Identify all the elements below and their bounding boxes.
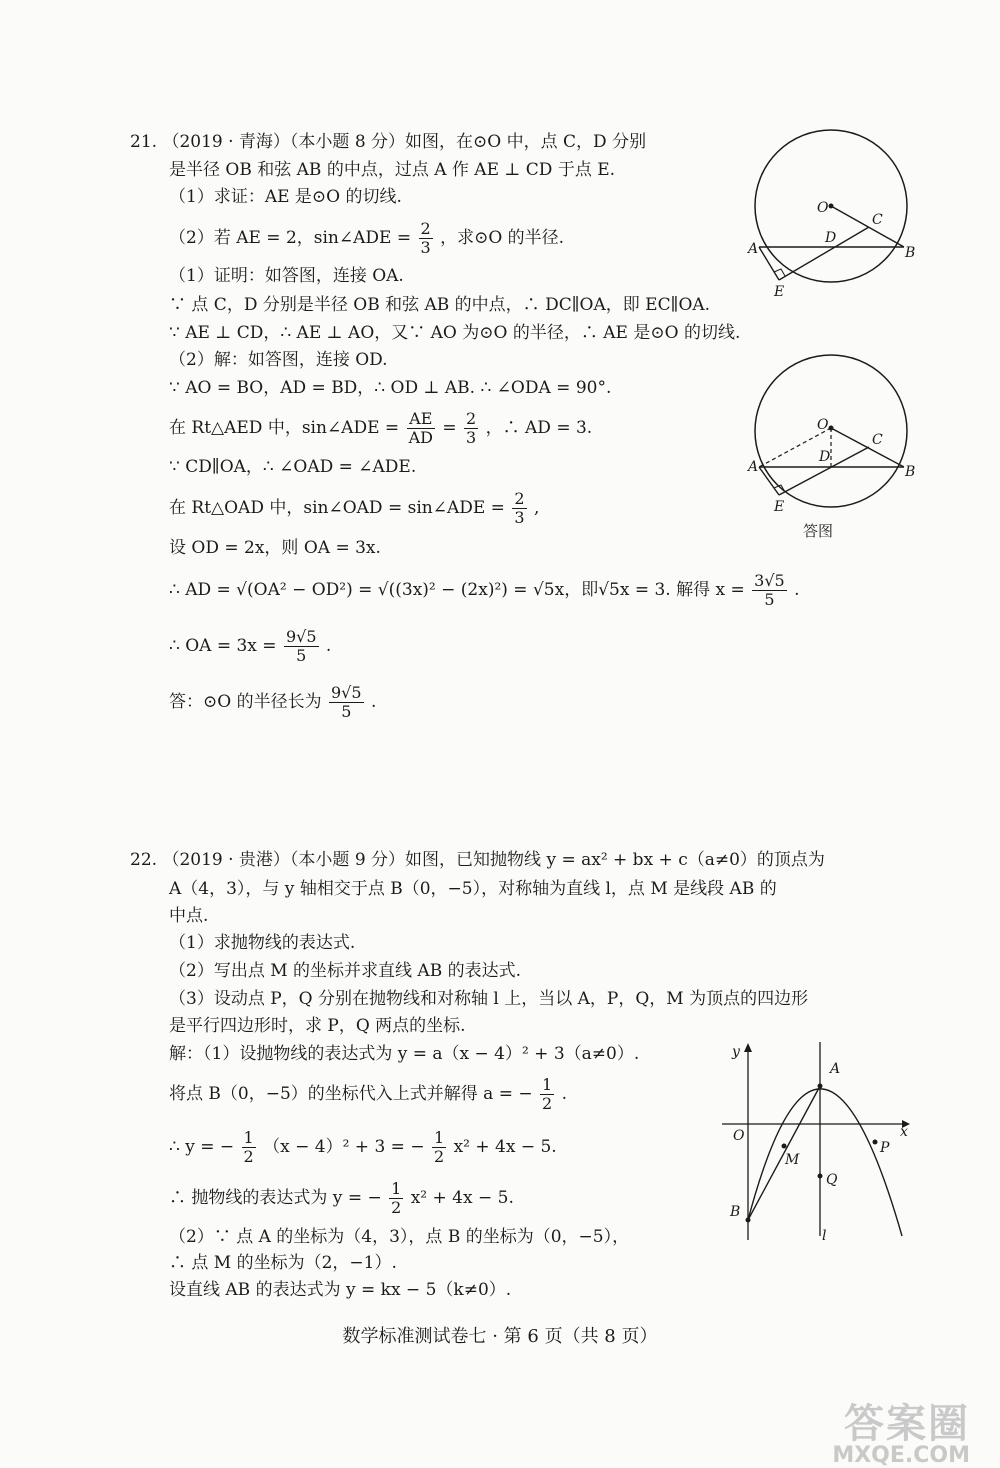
numerator: 1 bbox=[391, 1179, 402, 1198]
denominator: 2 bbox=[433, 1147, 445, 1166]
watermark-logo bbox=[832, 1392, 970, 1468]
label-x: x bbox=[900, 1124, 908, 1140]
text: 答：⊙O 的半径长为 bbox=[169, 692, 322, 712]
denominator: 2 bbox=[391, 1198, 402, 1217]
text: ，∴ AD = 3. bbox=[485, 418, 593, 438]
radius-ob bbox=[831, 206, 904, 247]
q21-solution-7: ∵ CD∥OA，∴ ∠OAD = ∠ADE. bbox=[169, 457, 417, 477]
numerator: 1 bbox=[243, 1128, 254, 1147]
denominator: 5 bbox=[296, 646, 307, 665]
point-p bbox=[873, 1140, 878, 1145]
q21-solution-10 bbox=[169, 572, 800, 609]
numerator: 1 bbox=[433, 1128, 445, 1147]
numerator: 1 bbox=[542, 1075, 553, 1094]
q21-line-2: 是半径 OB 和弦 AB 的中点，过点 A 作 AE ⊥ CD 于点 E. bbox=[169, 160, 616, 180]
label-b: B bbox=[730, 1204, 741, 1220]
label-a: A bbox=[748, 241, 759, 257]
label-c: C bbox=[872, 212, 883, 228]
text: . bbox=[325, 636, 332, 656]
line-ae bbox=[759, 247, 779, 280]
label-o: O bbox=[817, 200, 829, 216]
q21-solution-11 bbox=[169, 628, 331, 665]
q22-solution-5: （2）∵ 点 A 的坐标为（4，3），点 B 的坐标为（0，−5）， bbox=[169, 1227, 630, 1247]
label-q: Q bbox=[826, 1172, 838, 1188]
q22-line-1: 22. （2019 · 贵港）（本小题 9 分）如图，已知抛物线 y = ax² + bx + c（a≠0）的顶点为 bbox=[130, 850, 825, 870]
q22-solution-1: 解：（1）设抛物线的表达式为 y = a（x − 4）² + 3（a≠0）. bbox=[169, 1044, 640, 1064]
q21-solution-9: 设 OD = 2x，则 OA = 3x. bbox=[169, 538, 381, 558]
q22-part2: （2）写出点 M 的坐标并求直线 AB 的表达式. bbox=[169, 961, 522, 981]
text: . bbox=[794, 580, 800, 600]
fraction bbox=[752, 572, 787, 609]
q22-solution-3 bbox=[169, 1129, 557, 1166]
label-m: M bbox=[785, 1152, 800, 1168]
q22-solution-4 bbox=[169, 1180, 514, 1217]
numerator: 9√5 bbox=[285, 627, 317, 646]
text: x² + 4x − 5. bbox=[453, 1137, 557, 1157]
denominator: AD bbox=[408, 428, 433, 447]
watermark-url: MXQE.COM bbox=[832, 1443, 970, 1468]
q21-solution-3: ∵ AE ⊥ CD，∴ AE ⊥ AO，又∵ AO 为⊙O 的半径，∴ AE 是⊙O 的切线. bbox=[169, 323, 741, 343]
label-o: O bbox=[817, 417, 829, 433]
text: ∴ AD = √(OA² − OD²) = √((3x)² − (2x)²) = √5x，即√5x = 3. 解得 x = bbox=[169, 580, 745, 600]
text: 在 Rt△AED 中，sin∠ADE = bbox=[169, 418, 400, 438]
text: （x − 4）² + 3 = − bbox=[263, 1137, 425, 1157]
center-dot bbox=[829, 204, 834, 209]
fraction bbox=[389, 1180, 403, 1217]
q22-line-2: A（4，3），与 y 轴相交于点 B（0，−5），对称轴为直线 l，点 M 是线段 AB 的 bbox=[169, 879, 777, 899]
q22-part3-line-1: （3）设动点 P，Q 分别在抛物线和对称轴 l 上，当以 A，P，Q，M 为顶点的四边形 bbox=[169, 989, 809, 1009]
denominator: 3 bbox=[466, 428, 477, 447]
fraction bbox=[407, 410, 435, 447]
line-ae bbox=[759, 467, 779, 495]
page-footer: 数学标准测试卷七 · 第 6 页（共 8 页） bbox=[342, 1326, 658, 1347]
fraction bbox=[512, 490, 526, 527]
text: . bbox=[561, 1084, 568, 1104]
text: = bbox=[442, 418, 457, 438]
line-ec bbox=[779, 227, 869, 280]
q22-solution-2 bbox=[169, 1076, 567, 1113]
fraction bbox=[432, 1129, 446, 1166]
denominator: 3 bbox=[420, 238, 431, 257]
numerator: 2 bbox=[466, 409, 477, 428]
q22-part1: （1）求抛物线的表达式. bbox=[169, 933, 356, 953]
q22-solution-6: ∴ 点 M 的坐标为（2，−1）. bbox=[169, 1253, 397, 1273]
text: ∴ OA = 3x = bbox=[169, 636, 277, 656]
segment-ab bbox=[748, 1086, 820, 1220]
text: 在 Rt△OAD 中，sin∠OAD = sin∠ADE = bbox=[169, 498, 505, 518]
q21-solution-2: ∵ 点 C，D 分别是半径 OB 和弦 AB 的中点，∴ DC∥OA，即 EC∥OA. bbox=[169, 295, 711, 315]
text: x² + 4x − 5. bbox=[410, 1188, 514, 1208]
text: ，求⊙O 的半径. bbox=[440, 228, 565, 248]
text: , bbox=[533, 498, 540, 518]
q22-solution-7: 设直线 AB 的表达式为 y = kx − 5（k≠0）. bbox=[169, 1280, 512, 1300]
label-a: A bbox=[748, 459, 759, 475]
numerator: 3√5 bbox=[754, 571, 785, 590]
numerator: 2 bbox=[420, 219, 431, 238]
q21-line-1: 21. （2019 · 青海）（本小题 8 分）如图，在⊙O 中，点 C，D 分别 bbox=[130, 132, 647, 152]
numerator: AE bbox=[407, 410, 435, 429]
label-o: O bbox=[733, 1128, 745, 1144]
denominator: 2 bbox=[542, 1094, 553, 1113]
text: . bbox=[370, 692, 377, 712]
denominator: 5 bbox=[341, 702, 352, 721]
fraction bbox=[242, 1129, 256, 1166]
fraction bbox=[329, 684, 364, 721]
fraction bbox=[540, 1076, 554, 1113]
label-e: E bbox=[774, 499, 785, 515]
y-axis-arrow bbox=[744, 1043, 752, 1052]
text: 将点 B（0，−5）的坐标代入上式并解得 a = − bbox=[169, 1084, 533, 1104]
numerator: 9√5 bbox=[331, 683, 362, 702]
numerator: 2 bbox=[514, 489, 525, 508]
label-d: D bbox=[819, 449, 831, 465]
point-a bbox=[818, 1084, 823, 1089]
q22-part3-line-2: 是平行四边形时，求 P，Q 两点的坐标. bbox=[169, 1016, 466, 1036]
label-b: B bbox=[905, 464, 916, 480]
center-dot bbox=[829, 426, 834, 431]
q21-solution-8 bbox=[169, 490, 539, 527]
label-l: l bbox=[822, 1228, 827, 1244]
q21-answer bbox=[169, 684, 376, 721]
label-c: C bbox=[872, 432, 883, 448]
watermark-text: 答案圈 bbox=[844, 1401, 970, 1447]
q21-part2 bbox=[169, 220, 564, 257]
point-b bbox=[746, 1218, 751, 1223]
denominator: 2 bbox=[243, 1147, 254, 1166]
label-y: y bbox=[732, 1044, 740, 1060]
q22-line-3: 中点. bbox=[169, 906, 209, 926]
label-a: A bbox=[830, 1061, 841, 1077]
label-b: B bbox=[905, 245, 916, 261]
q22-figure bbox=[718, 1040, 918, 1250]
point-m bbox=[782, 1144, 787, 1149]
fraction bbox=[419, 220, 433, 257]
denominator: 5 bbox=[764, 590, 775, 609]
q21-figure bbox=[745, 120, 925, 300]
q21-solution-4: （2）解：如答图，连接 OD. bbox=[169, 350, 388, 370]
text: （2）若 AE = 2，sin∠ADE = bbox=[169, 228, 412, 248]
text: ∴ y = − bbox=[169, 1137, 235, 1157]
q21-part1: （1）求证：AE 是⊙O 的切线. bbox=[169, 187, 402, 207]
fraction bbox=[464, 410, 478, 447]
label-p: P bbox=[880, 1140, 890, 1156]
denominator: 3 bbox=[514, 508, 525, 527]
answer-figure-caption: 答图 bbox=[803, 522, 834, 540]
label-d: D bbox=[825, 230, 837, 246]
label-e: E bbox=[774, 284, 785, 300]
q21-solution-1: （1）证明：如答图，连接 OA. bbox=[169, 266, 404, 286]
parabola bbox=[748, 1089, 902, 1236]
fraction bbox=[284, 628, 319, 665]
q21-answer-figure bbox=[745, 345, 925, 525]
q21-solution-6 bbox=[169, 410, 592, 447]
point-q bbox=[818, 1174, 823, 1179]
q21-solution-5: ∵ AO = BO，AD = BD，∴ OD ⊥ AB. ∴ ∠ODA = 90°. bbox=[169, 378, 612, 398]
text: ∴ 抛物线的表达式为 y = − bbox=[169, 1188, 382, 1208]
